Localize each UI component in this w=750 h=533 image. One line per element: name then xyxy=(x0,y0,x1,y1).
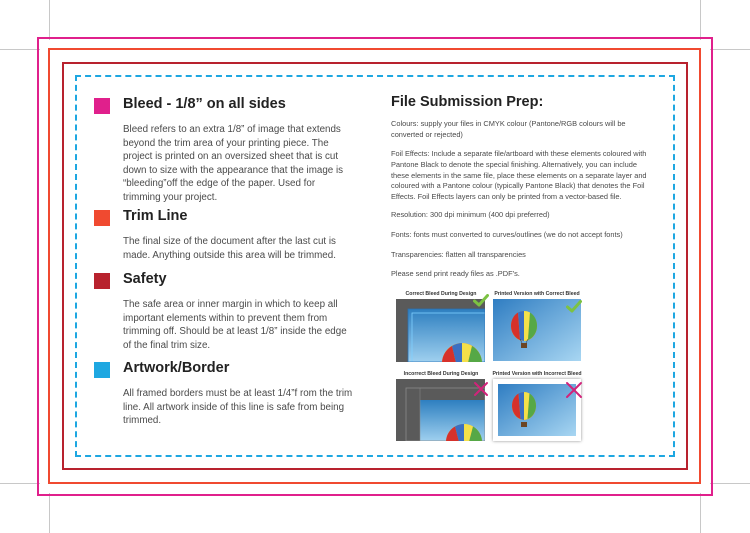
prep-foil-effects: Foil Effects: Include a separate file/artboard with these elements coloured with Pantone Black to denote the special finishing. Alternatively, you can include these elements in the same file, place these elements on a separate layer and coloured with a Pantone colour (typically Pantone Black) that denotes the Foil Effects. Foil Effects layers can only be printed from a vector-based file. xyxy=(391,149,647,202)
crop-mark xyxy=(710,49,750,50)
legend-title: Trim Line xyxy=(123,208,188,224)
thumbnail-correct-design xyxy=(396,299,485,362)
trim-swatch xyxy=(94,210,110,226)
legend-description: Bleed refers to an extra 1/8” of image that extends beyond the trim area of your printing piece. The project is printed on an oversized sheet that is cut down to size with the appearance that the image is “bleeding”off the edge of the paper. Used for trimming your project. xyxy=(123,124,344,203)
prep-resolution: Resolution: 300 dpi minimum (400 dpi preferred) xyxy=(391,210,550,219)
legend-title: Safety xyxy=(123,271,167,287)
prep-title: File Submission Prep: xyxy=(391,94,544,110)
check-icon xyxy=(566,300,582,313)
caption-correct-print: Printed Version with Correct Bleed xyxy=(494,291,580,297)
prep-fonts: Fonts: fonts must converted to curves/outlines (we do not accept fonts) xyxy=(391,230,623,239)
thumbnail-incorrect-design xyxy=(396,379,485,441)
artwork-swatch xyxy=(94,362,110,378)
check-icon xyxy=(473,294,489,307)
bleed-swatch xyxy=(94,98,110,114)
prep-transparencies: Transparencies: flatten all transparencies xyxy=(391,250,526,259)
caption-incorrect-print: Printed Version with Incorrect Bleed xyxy=(492,371,582,377)
legend-title: Bleed - 1/8” on all sides xyxy=(123,96,286,112)
prep-pdf-note: Please send print ready files as .PDF’s. xyxy=(391,269,520,278)
crop-mark xyxy=(700,493,701,533)
crop-mark xyxy=(49,0,50,40)
crop-mark xyxy=(0,49,40,50)
legend-description: The final size of the document after the last cut is made. Anything outside this area will be trimmed. xyxy=(123,236,336,261)
prep-colours: Colours: supply your files in CMYK colour (Pantone/RGB colours will be converted or rejected) xyxy=(391,119,626,139)
caption-incorrect-design: Incorrect Bleed During Design xyxy=(403,371,479,377)
legend-description: The safe area or inner margin in which to keep all important elements within to prevent them from trimming off. Should be at least 1/8” inside the edge of the final trim size. xyxy=(123,299,347,351)
legend-title: Artwork/Border xyxy=(123,360,230,376)
crop-mark xyxy=(700,0,701,40)
safety-swatch xyxy=(94,273,110,289)
crop-mark xyxy=(49,493,50,533)
caption-correct-design: Correct Bleed During Design xyxy=(405,291,477,297)
cross-icon xyxy=(473,381,489,397)
crop-mark xyxy=(710,483,750,484)
cross-icon xyxy=(565,381,583,399)
legend-description: All framed borders must be at least 1/4”f rom the trim line. All artwork inside of this line is safe from being trimmed. xyxy=(123,388,353,427)
crop-mark xyxy=(0,483,40,484)
